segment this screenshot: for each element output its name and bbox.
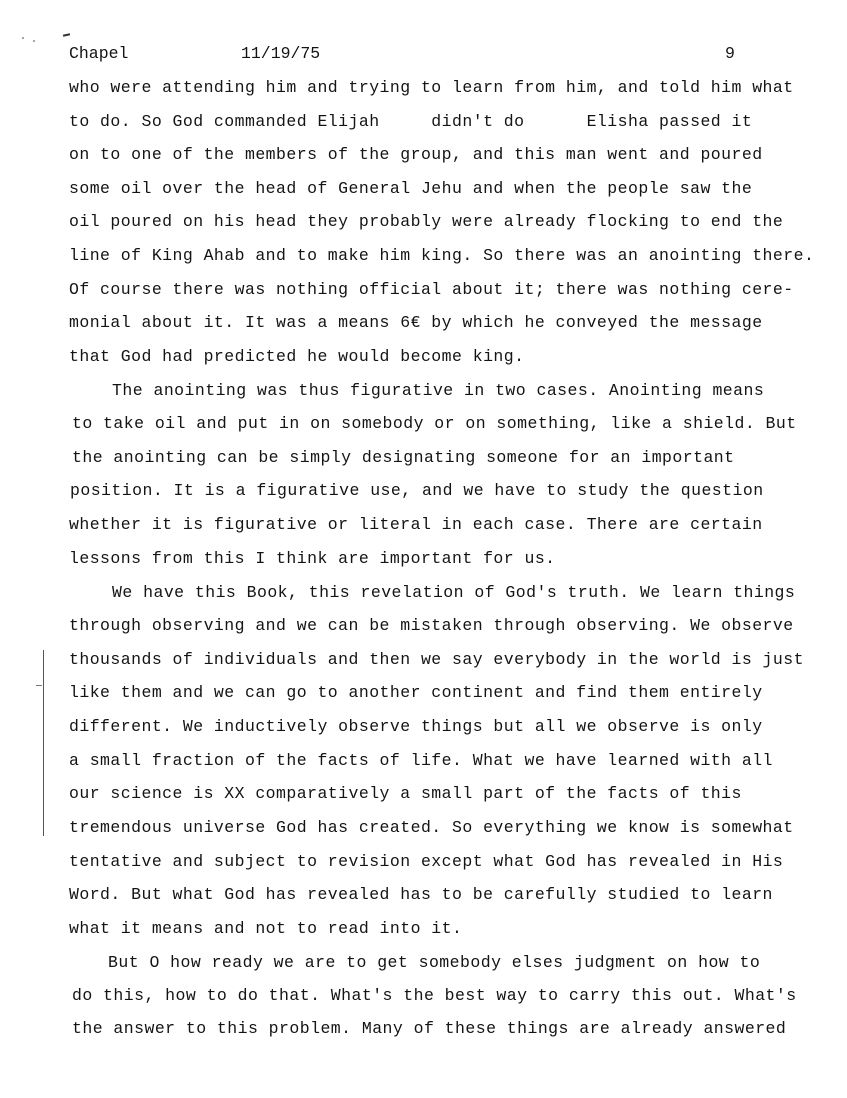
text-line: oil poured on his head they probably were already flocking to end the <box>69 212 784 231</box>
header-title: Chapel <box>69 44 129 63</box>
text-line: tremendous universe God has created. So everything we know is somewhat <box>69 818 794 837</box>
text-line: lessons from this I think are important for us. <box>69 549 556 568</box>
text-line: that God had predicted he would become king. <box>69 347 525 366</box>
text-line: our science is XX comparatively a small part of the facts of this <box>69 784 742 803</box>
text-line: We have this Book, this revelation of God's truth. We learn things <box>81 583 796 602</box>
stray-dot <box>22 37 24 39</box>
text-line: line of King Ahab and to make him king. So there was an anointing there. <box>69 246 815 265</box>
page-header <box>69 42 769 66</box>
text-line: to take oil and put in on somebody or on something, like a shield. But <box>72 414 797 433</box>
text-line: monial about it. It was a means 6€ by which he conveyed the message <box>69 313 763 332</box>
text-line: thousands of individuals and then we say everybody in the world is just <box>69 650 804 669</box>
text-line: through observing and we can be mistaken through observing. We observe <box>69 616 794 635</box>
text-line: do this, how to do that. What's the best way to carry this out. What's <box>72 986 797 1005</box>
text-line: like them and we can go to another continent and find them entirely <box>69 683 763 702</box>
stray-pen-mark <box>63 33 70 36</box>
text-line: Of course there was nothing official about it; there was nothing cere- <box>69 280 794 299</box>
text-line: some oil over the head of General Jehu and when the people saw the <box>69 179 753 198</box>
margin-bracket-mark <box>43 650 48 836</box>
text-line: different. We inductively observe things but all we observe is only <box>69 717 763 736</box>
text-line: But O how ready we are to get somebody elses judgment on how to <box>77 953 761 972</box>
text-line: who were attending him and trying to learn from him, and told him what <box>69 78 794 97</box>
text-line: the anointing can be simply designating someone for an important <box>72 448 735 467</box>
text-line: whether it is figurative or literal in each case. There are certain <box>69 515 763 534</box>
text-line: a small fraction of the facts of life. What we have learned with all <box>69 751 773 770</box>
text-line: position. It is a figurative use, and we have to study the question <box>70 481 764 500</box>
margin-tick-mark <box>36 685 42 686</box>
text-line: to do. So God commanded Elijah didn't do Elisha passed it <box>69 112 753 131</box>
stray-dot <box>33 40 35 42</box>
text-line: the answer to this problem. Many of these things are already answered <box>72 1019 787 1038</box>
text-line: on to one of the members of the group, and this man went and poured <box>69 145 763 164</box>
text-line: The anointing was thus figurative in two cases. Anointing means <box>81 381 765 400</box>
header-date: 11/19/75 <box>241 44 321 63</box>
text-line: Word. But what God has revealed has to be carefully studied to learn <box>69 885 773 904</box>
text-line: tentative and subject to revision except what God has revealed in His <box>69 852 784 871</box>
text-line: what it means and not to read into it. <box>69 919 463 938</box>
page-number: 9 <box>725 44 735 63</box>
